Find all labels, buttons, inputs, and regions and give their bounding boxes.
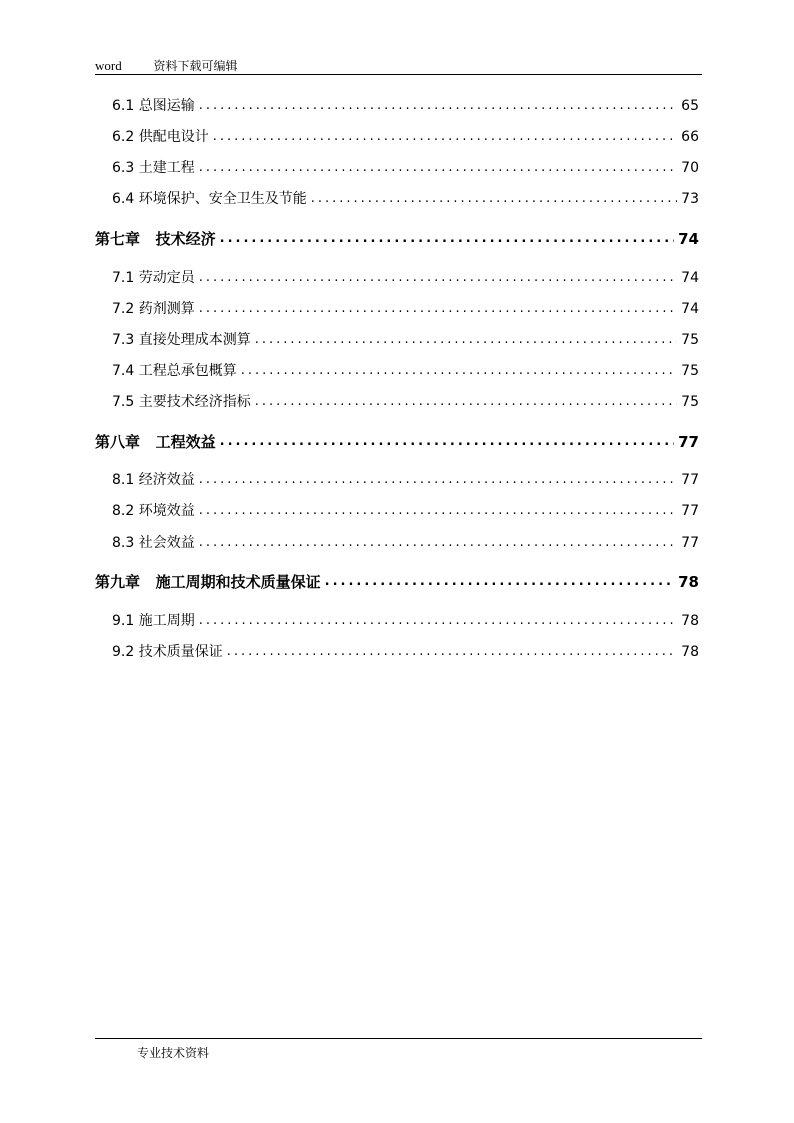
toc-entry[interactable] <box>95 328 699 350</box>
toc-entry[interactable] <box>95 266 699 288</box>
page-header <box>95 57 702 75</box>
toc-entry-label: 8.2 环境效益 <box>112 503 195 519</box>
toc-entry-page: 66 <box>681 129 699 145</box>
toc-entry-label: 8.1 经济效益 <box>112 472 195 488</box>
toc-leader-dots <box>199 96 677 116</box>
toc-entry-page: 77 <box>681 472 699 488</box>
toc-entry-page: 75 <box>681 394 699 410</box>
toc-entry-label: 7.5 主要技术经济指标 <box>112 394 251 410</box>
toc-leader-dots <box>199 611 677 631</box>
header-word: word <box>95 58 122 73</box>
toc-leader-dots <box>199 158 677 178</box>
toc-chapter[interactable] <box>95 430 699 452</box>
toc-entry-page: 77 <box>681 503 699 519</box>
toc-chapter-label: 第七章 技术经济 <box>95 230 216 248</box>
toc-leader-dots <box>255 392 677 412</box>
toc-entry-label: 7.3 直接处理成本测算 <box>112 332 251 348</box>
toc-leader-dots <box>241 361 677 381</box>
toc-entry-label: 9.2 技术质量保证 <box>112 644 223 660</box>
toc-entry-label: 6.2 供配电设计 <box>112 129 209 145</box>
toc-chapter[interactable] <box>95 227 699 249</box>
toc-leader-dots <box>255 330 677 350</box>
page-footer <box>95 1038 702 1061</box>
toc-entry-page: 75 <box>681 363 699 379</box>
toc-leader-dots <box>199 470 677 490</box>
toc-chapter[interactable] <box>95 570 699 592</box>
toc-leader-dots <box>325 572 674 592</box>
toc-entry-label: 7.2 药剂测算 <box>112 301 195 317</box>
toc-entry[interactable] <box>95 640 699 662</box>
toc-entry-page: 70 <box>681 160 699 176</box>
toc-entry[interactable] <box>95 156 699 178</box>
toc-entry-page: 77 <box>681 535 699 551</box>
toc-entry[interactable] <box>95 297 699 319</box>
toc-entry-label: 7.4 工程总承包概算 <box>112 363 237 379</box>
header-note: 资料下载可编辑 <box>153 59 238 73</box>
toc-entry-label: 9.1 施工周期 <box>112 613 195 629</box>
toc-entry-page: 73 <box>681 191 699 207</box>
toc-chapter-page: 78 <box>678 573 699 591</box>
toc-leader-dots <box>311 189 677 209</box>
toc-entry-page: 74 <box>681 301 699 317</box>
toc-entry[interactable] <box>95 499 699 521</box>
toc-entry-label: 6.4 环境保护、安全卫生及节能 <box>112 191 307 207</box>
toc-leader-dots <box>220 229 674 249</box>
toc-entry[interactable] <box>95 531 699 553</box>
toc-chapter-label: 第八章 工程效益 <box>95 433 216 451</box>
toc-leader-dots <box>220 432 674 452</box>
toc-leader-dots <box>199 299 677 319</box>
toc-entry[interactable] <box>95 468 699 490</box>
toc-entry[interactable] <box>95 390 699 412</box>
toc-leader-dots <box>227 642 677 662</box>
toc-entry-label: 7.1 劳动定员 <box>112 270 195 286</box>
toc-entry-page: 65 <box>681 98 699 114</box>
toc-entry-label: 8.3 社会效益 <box>112 535 195 551</box>
toc-leader-dots <box>213 127 677 147</box>
toc-leader-dots <box>199 533 677 553</box>
footer-text: 专业技术资料 <box>137 1046 210 1060</box>
toc-entry[interactable] <box>95 125 699 147</box>
toc-entry-label: 6.1 总图运输 <box>112 98 195 114</box>
toc-entry[interactable] <box>95 359 699 381</box>
toc-entry-label: 6.3 土建工程 <box>112 160 195 176</box>
toc-entry-page: 78 <box>681 644 699 660</box>
toc-chapter-label: 第九章 施工周期和技术质量保证 <box>95 573 321 591</box>
toc-entry[interactable] <box>95 94 699 116</box>
toc-chapter-page: 77 <box>678 433 699 451</box>
toc-leader-dots <box>199 501 677 521</box>
toc-leader-dots <box>199 268 677 288</box>
toc-entry-page: 75 <box>681 332 699 348</box>
toc-entry-page: 78 <box>681 613 699 629</box>
toc-entry[interactable] <box>95 609 699 631</box>
toc-entry[interactable] <box>95 187 699 209</box>
toc-entry-page: 74 <box>681 270 699 286</box>
toc-chapter-page: 74 <box>678 230 699 248</box>
